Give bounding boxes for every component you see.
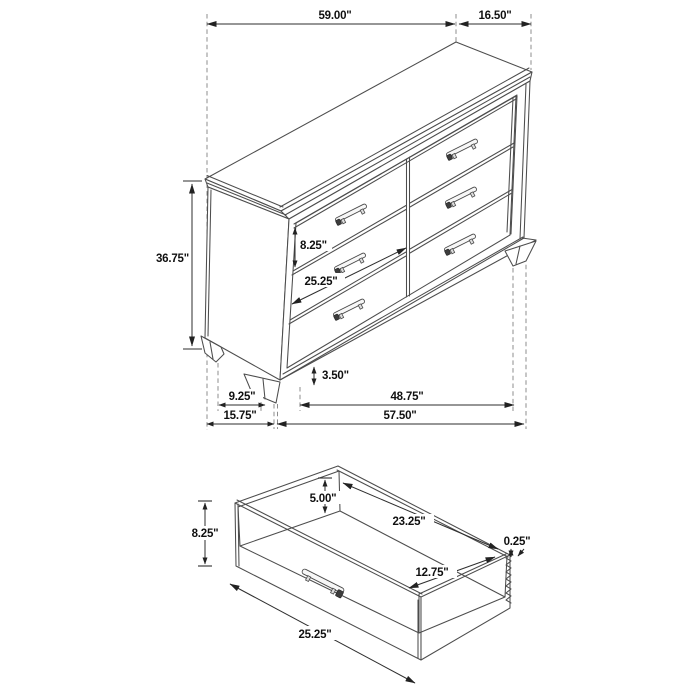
dim-drawer-thickness-label: 0.25": [503, 536, 531, 548]
dim-height-label: 36.75": [155, 253, 189, 265]
dresser-isometric-drawing: [201, 42, 536, 403]
dim-foot-inset-label: 9.25": [228, 391, 256, 403]
dim-floor-depth-label: 15.75": [223, 410, 257, 422]
dim-drawer-inner-width-label: 23.25": [392, 516, 426, 528]
dim-floor-width-label: 57.50": [383, 410, 417, 422]
dim-drawer-width-label: 25.25": [304, 276, 338, 288]
dim-drawer-height-label: 8.25": [300, 240, 327, 252]
dim-drawer-inner-depth-label: 12.75": [415, 567, 449, 579]
drawer-isometric-drawing: [235, 466, 511, 660]
dim-top-depth-label: 16.50": [478, 10, 512, 22]
dim-drawer-outer-width-label: 25.25": [298, 629, 332, 641]
dim-foot-span-label: 48.75": [390, 391, 424, 403]
dim-top-width-label: 59.00": [318, 10, 352, 22]
dim-drawer-inner-height-label: 5.00": [309, 493, 337, 505]
dim-drawer-outer-height-label: 8.25": [191, 528, 219, 540]
dim-foot-height-label: 3.50": [322, 370, 349, 382]
